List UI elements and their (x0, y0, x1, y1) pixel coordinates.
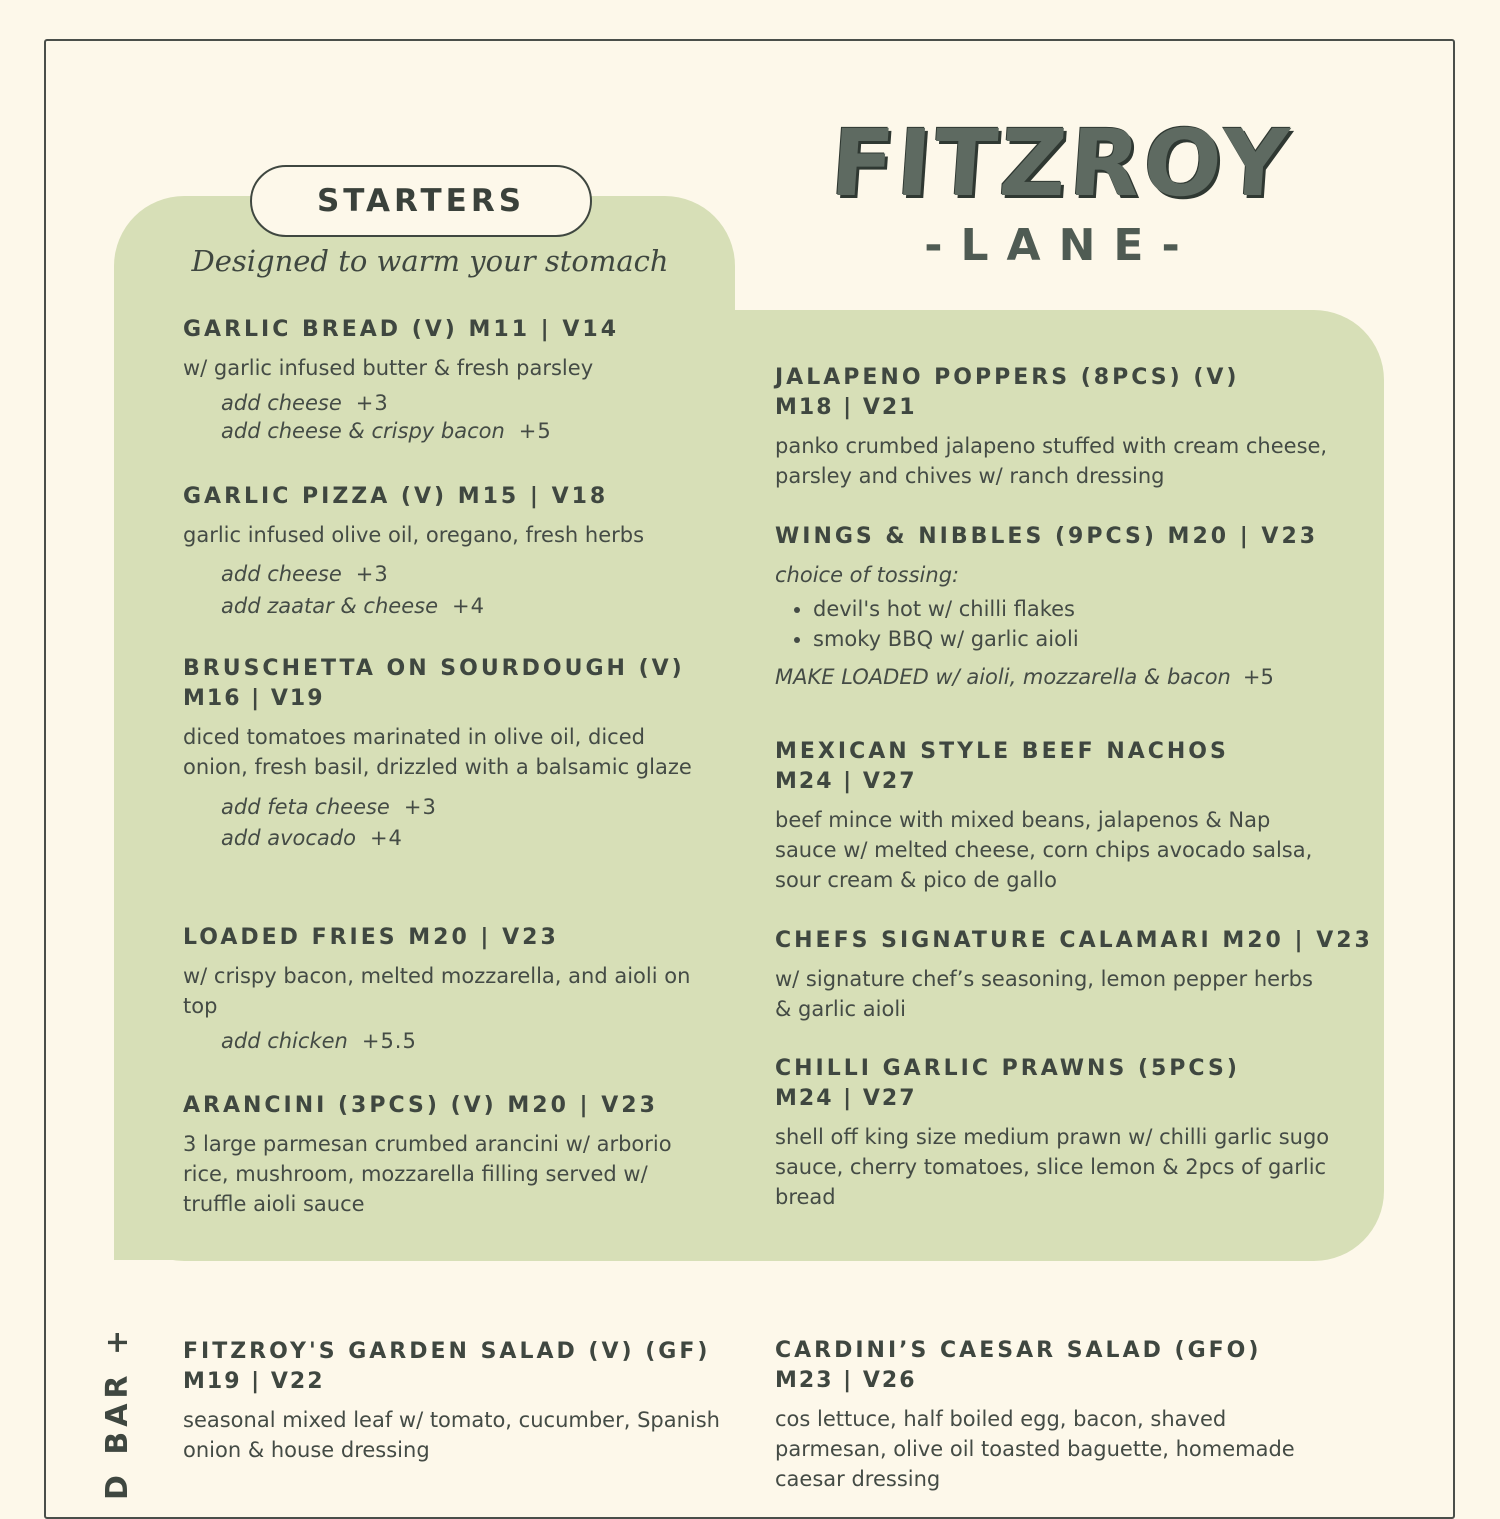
option-item: • devil's hot w/ chilli flakes (813, 594, 1355, 624)
item-name: CHEFS SIGNATURE CALAMARI M20 | V23 (775, 928, 1373, 953)
choice-label: choice of tossing: (775, 563, 960, 587)
menu-item-garden-salad (183, 1337, 723, 1465)
item-description: w/ garlic infused butter & fresh parsley (183, 356, 594, 380)
brand-subtitle: -LANE- (924, 220, 1198, 271)
menu-item-garlic-bread (183, 315, 723, 445)
menu-item-loaded-fries (183, 923, 723, 1055)
addon: add zaatar & cheese +4 (221, 594, 485, 618)
item-name: GARLIC BREAD (V) M11 | V14 (183, 317, 620, 342)
item-price: M24 | V27 (775, 1086, 917, 1111)
item-name: MEXICAN STYLE BEEF NACHOS (775, 739, 1229, 764)
brand-name: FITZROY (827, 110, 1295, 217)
menu-item-calamari (775, 926, 1373, 1024)
item-description: 3 large parmesan crumbed arancini w/ arborio rice, mushroom, mozzarella filling served w/ truffle aioli sauce (183, 1132, 672, 1216)
item-price: M19 | V22 (183, 1369, 325, 1394)
menu-item-jalapeno-poppers (775, 363, 1335, 491)
item-price: M18 | V21 (775, 395, 917, 420)
item-description: shell off king size medium prawn w/ chilli garlic sugo sauce, cherry tomatoes, slice lemon & 2pcs of garlic bread (775, 1125, 1330, 1209)
item-description: w/ crispy bacon, melted mozzarella, and aioli on top (183, 964, 691, 1018)
item-name: BRUSCHETTA ON SOURDOUGH (V) (183, 656, 685, 681)
item-description: panko crumbed jalapeno stuffed with cream cheese, parsley and chives w/ ranch dressing (775, 434, 1328, 488)
item-name: LOADED FRIES M20 | V23 (183, 925, 559, 950)
addon: add cheese & crispy bacon +5 (221, 419, 552, 443)
option-list (775, 594, 1355, 654)
loaded-option: MAKE LOADED w/ aioli, mozzarella & bacon +5 (775, 665, 1274, 689)
menu-item-prawns (775, 1054, 1335, 1212)
brand-logo (826, 110, 1296, 271)
item-price: M16 | V19 (183, 686, 325, 711)
item-name: WINGS & NIBBLES (9PCS) M20 | V23 (775, 524, 1319, 549)
menu-item-bruschetta (183, 654, 713, 854)
menu-item-caesar-salad (775, 1336, 1315, 1494)
menu-item-garlic-pizza (183, 482, 723, 622)
item-description: cos lettuce, half boiled egg, bacon, shaved parmesan, olive oil toasted baguette, homemade caesar dressing (775, 1407, 1295, 1491)
section-side-label: D BAR + (100, 1324, 135, 1500)
item-name: FITZROY'S GARDEN SALAD (V) (GF) (183, 1339, 711, 1364)
addon: add cheese +3 (221, 391, 389, 415)
addon: add chicken +5.5 (221, 1029, 417, 1053)
menu-item-nachos (775, 737, 1315, 895)
item-description: w/ signature chef’s seasoning, lemon pepper herbs & garlic aioli (775, 967, 1313, 1021)
menu-item-arancini (183, 1091, 703, 1219)
item-name: CARDINI’S CAESAR SALAD (GFO) (775, 1338, 1262, 1363)
addon: add avocado +4 (221, 826, 403, 850)
item-name: GARLIC PIZZA (V) M15 | V18 (183, 484, 609, 509)
item-description: diced tomatoes marinated in olive oil, diced onion, fresh basil, drizzled with a balsamic glaze (183, 725, 692, 779)
addon: add cheese +3 (221, 562, 389, 586)
item-price: M24 | V27 (775, 769, 917, 794)
section-title: STARTERS (250, 165, 592, 237)
option-item: • smoky BBQ w/ garlic aioli (813, 624, 1355, 654)
item-description: beef mince with mixed beans, jalapenos & Nap sauce w/ melted cheese, corn chips avocado salsa, sour cream & pico de gallo (775, 808, 1313, 892)
addon: add feta cheese +3 (221, 795, 437, 819)
item-name: CHILLI GARLIC PRAWNS (5PCS) (775, 1056, 1240, 1081)
menu-item-wings (775, 522, 1355, 692)
item-description: seasonal mixed leaf w/ tomato, cucumber, Spanish onion & house dressing (183, 1408, 720, 1462)
item-name: JALAPENO POPPERS (8PCS) (V) (775, 365, 1240, 390)
item-price: M23 | V26 (775, 1368, 917, 1393)
item-name: ARANCINI (3PCS) (V) M20 | V23 (183, 1093, 658, 1118)
section-tagline: Designed to warm your stomach (191, 244, 669, 278)
item-description: garlic infused olive oil, oregano, fresh herbs (183, 523, 645, 547)
